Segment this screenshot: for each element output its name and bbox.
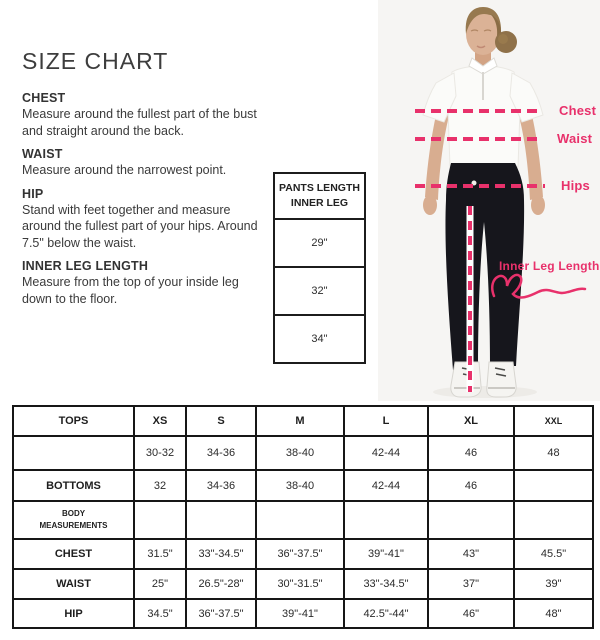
waist-measurements-row <box>13 569 593 599</box>
row-label-chest: CHEST <box>13 539 134 569</box>
pants-length-value: 32" <box>275 266 364 314</box>
waist-heading: WAIST <box>22 147 63 161</box>
inner-leg-heading: INNER LEG LENGTH <box>22 259 149 273</box>
hip-instruction <box>22 187 272 252</box>
size-cell: 34-36 <box>186 436 256 470</box>
tops-sizes-row <box>13 436 593 470</box>
size-cell: 39" <box>514 569 593 599</box>
size-cell: 39"-41" <box>256 599 344 628</box>
size-cell: 37" <box>428 569 514 599</box>
hip-text: Stand with feet together and measure around the fullest part of your hips. Around 7.5" below the waist. <box>22 202 258 250</box>
size-table <box>12 405 594 629</box>
chest-heading: CHEST <box>22 91 66 105</box>
size-cell <box>256 501 344 539</box>
size-cell: 34.5" <box>134 599 186 628</box>
col-header-xxl: XXL <box>514 406 593 436</box>
hip-measurements-row <box>13 599 593 628</box>
size-cell: 48" <box>514 599 593 628</box>
body-measurements-label: BODY MEASUREMENTS <box>39 509 108 530</box>
chest-measurements-row <box>13 539 593 569</box>
size-cell <box>514 501 593 539</box>
hip-heading: HIP <box>22 186 44 201</box>
size-cell: 25" <box>134 569 186 599</box>
size-cell <box>186 501 256 539</box>
pants-length-value: 29" <box>275 218 364 266</box>
row-label-hip: HIP <box>13 599 134 628</box>
col-header-tops: TOPS <box>13 406 134 436</box>
size-cell: 43" <box>428 539 514 569</box>
size-table-grid <box>12 405 594 629</box>
chest-text: Measure around the fullest part of the bust and straight around the back. <box>22 107 257 138</box>
chest-instruction <box>22 91 272 139</box>
size-cell: 30-32 <box>134 436 186 470</box>
waist-instruction <box>22 147 272 179</box>
size-cell: 42.5"-44" <box>344 599 428 628</box>
size-cell: 36"-37.5" <box>256 539 344 569</box>
inner-leg-annotation-label: Inner Leg Length <box>499 259 600 273</box>
size-cell: 36"-37.5" <box>186 599 256 628</box>
pants-length-value: 34" <box>275 314 364 362</box>
size-cell: 46 <box>428 470 514 501</box>
right-hand <box>531 195 545 215</box>
measure-instructions <box>22 48 272 312</box>
model-photo <box>378 0 600 401</box>
size-cell: 46 <box>428 436 514 470</box>
size-cell: 26.5"-28" <box>186 569 256 599</box>
row-label <box>13 436 134 470</box>
body-measurements-row <box>13 501 593 539</box>
size-cell: 38-40 <box>256 470 344 501</box>
size-cell: 30"-31.5" <box>256 569 344 599</box>
pants-length-header: PANTS LENGTH INNER LEG <box>279 182 360 209</box>
size-cell: 38-40 <box>256 436 344 470</box>
chest-annotation-label: Chest <box>559 103 597 118</box>
col-header-xl: XL <box>428 406 514 436</box>
size-cell: 46" <box>428 599 514 628</box>
left-hand <box>423 195 437 215</box>
size-cell <box>134 501 186 539</box>
waist-text: Measure around the narrowest point. <box>22 163 227 177</box>
row-label-bottoms: BOTTOMS <box>13 470 134 501</box>
size-cell: 39"-41" <box>344 539 428 569</box>
col-header-l: L <box>344 406 428 436</box>
size-cell: 33"-34.5" <box>186 539 256 569</box>
size-cell: 42-44 <box>344 436 428 470</box>
page-title: SIZE CHART <box>22 48 169 74</box>
left-shoe <box>451 362 481 397</box>
col-header-xs: XS <box>134 406 186 436</box>
waist-annotation-label: Waist <box>557 131 593 146</box>
pants-length-table <box>273 172 366 364</box>
size-cell <box>428 501 514 539</box>
size-cell: 42-44 <box>344 470 428 501</box>
row-label-waist: WAIST <box>13 569 134 599</box>
size-cell: 34-36 <box>186 470 256 501</box>
size-cell: 32 <box>134 470 186 501</box>
hair-bun-highlight <box>498 34 508 44</box>
col-header-s: S <box>186 406 256 436</box>
col-header-m: M <box>256 406 344 436</box>
right-shoe <box>487 362 516 397</box>
size-table-header-row <box>13 406 593 436</box>
hips-annotation-label: Hips <box>561 178 590 193</box>
bottoms-sizes-row <box>13 470 593 501</box>
model-illustration <box>378 0 600 401</box>
size-cell: 33"-34.5" <box>344 569 428 599</box>
size-cell <box>514 470 593 501</box>
size-cell: 31.5" <box>134 539 186 569</box>
size-cell: 48 <box>514 436 593 470</box>
inner-leg-instruction <box>22 259 272 307</box>
size-cell: 45.5" <box>514 539 593 569</box>
size-cell <box>344 501 428 539</box>
inner-leg-text: Measure from the top of your inside leg down to the floor. <box>22 275 239 306</box>
row-label-body-measurements <box>13 501 134 539</box>
floor-shadow <box>433 386 537 398</box>
